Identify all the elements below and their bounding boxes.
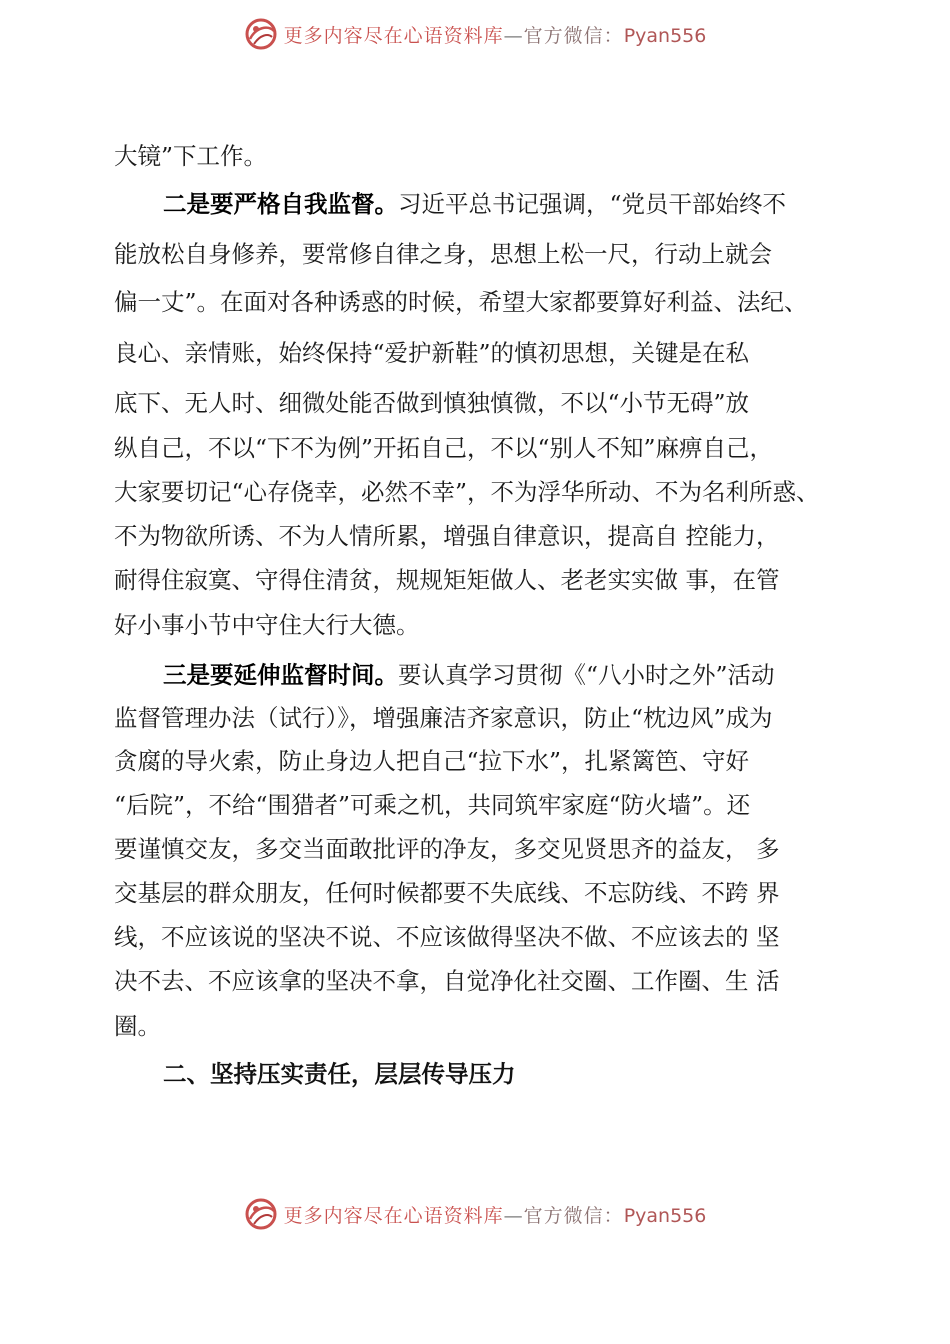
- banner-separator: —: [503, 24, 524, 47]
- section-heading: 二、坚持压实责任，层层传导压力: [163, 1060, 516, 1088]
- banner-wechat-id: Pyan556: [623, 1204, 707, 1227]
- text-line: 贪腐的导火索，防止身边人把自己“拉下水”，扎紧篱笆、守好: [114, 747, 750, 775]
- text-line: 大镜”下工作。: [114, 142, 268, 170]
- swirl-logo-icon: [244, 1197, 278, 1231]
- banner-main-text: 更多内容尽在心语资料库: [283, 1204, 504, 1227]
- banner-wechat-label: 官方微信：: [523, 24, 624, 47]
- paragraph-lead: 三是要延伸监督时间。: [163, 661, 398, 689]
- text-line: [163, 186, 786, 222]
- text-line: 圈。: [114, 1012, 161, 1040]
- swirl-logo-icon: [244, 17, 278, 51]
- text-line: 好小事小节中守住大行大德。: [114, 611, 420, 639]
- banner-main-text: 更多内容尽在心语资料库: [283, 24, 504, 47]
- banner-separator: —: [503, 1204, 524, 1227]
- text-line: 大家要切记“心存侥幸，必然不幸”，不为浮华所动、不为名利所惑、: [114, 478, 820, 506]
- text-line: “后院”，不给“围猎者”可乘之机，共同筑牢家庭“防火墙”。还: [114, 791, 751, 819]
- text-line: 不为物欲所诱、不为人情所累，增强自律意识，提高自 控能力，: [114, 522, 780, 550]
- footer-banner: [0, 1194, 950, 1234]
- text-line: 耐得住寂寞、守得住清贫，规规矩矩做人、老老实实做 事，在管: [114, 566, 780, 594]
- text-line: 能放松自身修养，要常修自律之身，思想上松一尺，行动上就会: [114, 240, 772, 268]
- text-line: 底下、无人时、细微处能否做到慎独慎微，不以“小节无碍”放: [114, 389, 750, 417]
- text-line: 线，不应该说的坚决不说、不应该做得坚决不做、不应该去的 坚: [114, 923, 780, 951]
- banner-text: [284, 1201, 707, 1228]
- text-line: 交基层的群众朋友，任何时候都要不失底线、不忘防线、不跨 界: [114, 879, 780, 907]
- text-line: [163, 657, 775, 693]
- banner-text: [284, 21, 707, 48]
- text-line: 纵自己，不以“下不为例”开拓自己，不以“别人不知”麻痹自己，: [114, 434, 774, 462]
- header-banner: [0, 14, 950, 54]
- text-span: 要认真学习贯彻《“八小时之外”活动: [398, 661, 775, 689]
- text-line: 决不去、不应该拿的坚决不拿，自觉净化社交圈、工作圈、生 活: [114, 967, 780, 995]
- paragraph-lead: 二是要严格自我监督。: [163, 190, 398, 218]
- text-span: 习近平总书记强调，“党员干部始终不: [398, 190, 787, 218]
- text-line: 监督管理办法（试行）》，增强廉洁齐家意识，防止“枕边风”成为: [114, 704, 773, 732]
- text-line: 良心、亲情账，始终保持“爱护新鞋”的慎初思想，关键是在私: [114, 339, 750, 367]
- banner-wechat-label: 官方微信：: [523, 1204, 624, 1227]
- text-line: 要谨慎交友，多交当面敢批评的净友，多交见贤思齐的益友， 多: [114, 835, 780, 863]
- text-line: 偏一丈”。在面对各种诱惑的时候，希望大家都要算好利益、法纪、: [114, 288, 808, 316]
- banner-wechat-id: Pyan556: [623, 24, 707, 47]
